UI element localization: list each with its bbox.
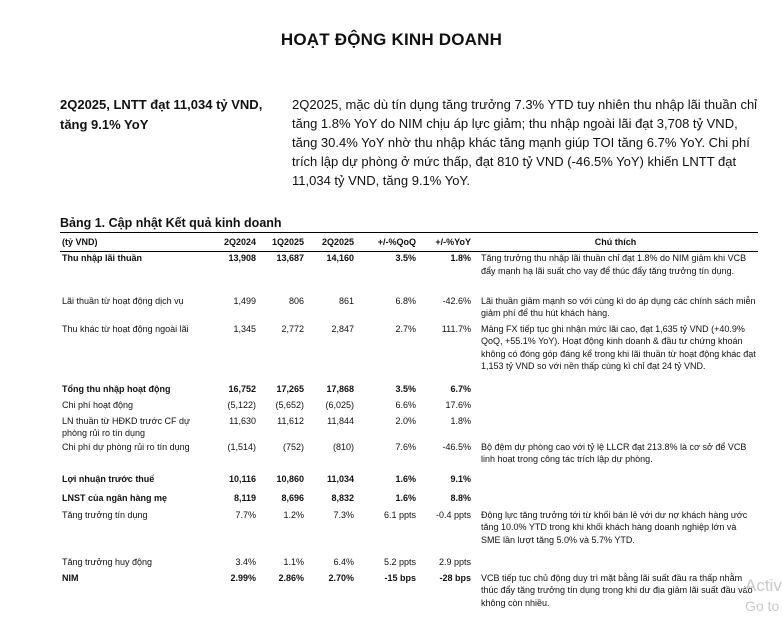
cell-1q2025: 806 [288, 295, 304, 306]
header-unit: (tỷ VND) [62, 236, 98, 247]
header-1q2025: 1Q2025 [271, 236, 304, 247]
cell-qoq: 2.0% [395, 415, 416, 426]
table-row [60, 509, 758, 556]
cell-yoy: 9.1% [450, 473, 471, 484]
cell-qoq: 6.1 ppts [383, 509, 416, 520]
cell-note: Bộ đệm dự phòng cao với tỷ lệ LLCR đạt 213.8% là cơ sở để VCB linh hoạt trong công tác trích lập dự phòng. [481, 441, 747, 464]
row-label: LN thuần từ HĐKD trước CF dự phòng rủi ro tín dụng [62, 415, 191, 438]
table-row [60, 323, 758, 383]
row-label: Lợi nhuận trước thuế [62, 473, 155, 484]
cell-2q2025: 8,832 [331, 492, 354, 503]
cell-1q2025: 1.2% [283, 509, 304, 520]
cell-note [473, 492, 758, 509]
cell-qoq: -15 bps [384, 572, 416, 583]
row-label: Tăng trưởng tín dụng [62, 509, 148, 520]
cell-yoy: 111.7% [441, 323, 471, 334]
cell-2q2025: 2.70% [328, 572, 354, 583]
cell-2q2025: 14,160 [326, 253, 354, 263]
cell-2q2025: 861 [338, 295, 354, 306]
table-row [60, 295, 758, 323]
table-row [60, 441, 758, 473]
table-row [60, 399, 758, 415]
cell-1q2025: 1.1% [283, 556, 304, 567]
cell-2q2025: 2,847 [331, 323, 354, 334]
cell-qoq: 6.8% [395, 295, 416, 306]
cell-note [473, 415, 758, 441]
table-row [60, 572, 758, 610]
table-row [60, 492, 758, 509]
header-yoy: +/-%YoY [435, 236, 471, 247]
summary-heading: 2Q2025, LNTT đạt 11,034 tỷ VND, tăng 9.1% YoY [60, 97, 263, 132]
table-header-row [60, 233, 758, 252]
cell-note: Động lực tăng trưởng tới từ khối bán lẻ với dư nợ khách hàng ước tăng 10.0% YTD trong khi khối khách hàng doanh nghiệp lớn và SME lần lượt tăng 5.0% và 5.7% YTD. [481, 509, 748, 545]
cell-qoq: 1.6% [395, 473, 416, 484]
cell-yoy: -28 bps [439, 572, 471, 583]
row-label: LNST của ngân hàng mẹ [62, 492, 168, 503]
cell-yoy: 17.6% [445, 399, 471, 410]
results-table [60, 232, 758, 610]
cell-2q2025: 11,844 [327, 415, 354, 426]
activation-watermark-line1: Activ [745, 576, 782, 595]
cell-qoq: 3.5% [395, 383, 416, 394]
cell-1q2025: 2.86% [278, 572, 304, 583]
row-label: Tổng thu nhập hoạt động [62, 383, 171, 394]
cell-2q2024: 13,908 [228, 253, 256, 263]
cell-2q2025: 6.4% [333, 556, 354, 567]
row-label: Chi phí hoạt động [62, 399, 134, 410]
cell-yoy: 8.8% [450, 492, 471, 503]
cell-2q2025: (810) [332, 441, 354, 452]
cell-2q2025: 7.3% [333, 509, 354, 520]
table-caption: Bảng 1. Cập nhật Kết quả kinh doanh [60, 216, 282, 230]
cell-qoq: 3.5% [395, 253, 416, 263]
cell-note [473, 556, 758, 572]
cell-2q2024: 10,116 [228, 473, 256, 484]
cell-1q2025: 17,265 [276, 383, 304, 394]
cell-1q2025: 10,860 [276, 473, 304, 484]
table-row [60, 556, 758, 572]
cell-2q2024: 1,499 [233, 295, 256, 306]
row-label: NIM [62, 572, 79, 583]
cell-qoq: 5.2 ppts [383, 556, 416, 567]
page-title: HOẠT ĐỘNG KINH DOANH [280, 30, 503, 49]
cell-yoy: 1.8% [450, 253, 471, 263]
summary-paragraph: 2Q2025, mặc dù tín dụng tăng trưởng 7.3% YTD tuy nhiên thu nhập lãi thuần chỉ tăng 1.8% YoY do NIM chịu áp lực giảm; thu nhập ngoài lãi đạt 3,708 tỷ VND, tăng 30.4% YoY nhờ thu nhập khác tăng mạnh giúp TOI tăng 6.7% YoY. Chi phí trích lập dự phòng ở mức thấp, đạt 810 tỷ VND (-46.5% YoY) khiến LNTT đạt 11,034 tỷ VND, tăng 9.1% YoY. [292, 97, 758, 188]
cell-note: Mảng FX tiếp tục ghi nhận mức lãi cao, đạt 1,635 tỷ VND (+40.9% QoQ, +55.1% YoY). Hoạt động kinh doanh & đầu tư chứng khoán không có đóng góp đáng kể trong khi lãi thuần từ hoạt động khác đạt 1,153 tỷ VND so với nền thấp cùng kì chỉ đạt 24 tỷ VND. [481, 323, 756, 371]
cell-note: Lãi thuần giảm mạnh so với cùng kì do áp dụng các chính sách miễn giảm phí để thu hút khách hàng. [481, 295, 756, 318]
header-2q2025: 2Q2025 [321, 236, 354, 247]
cell-1q2025: (752) [282, 441, 304, 452]
cell-note [473, 383, 758, 399]
header-note: Chú thích [594, 236, 637, 247]
table-row [60, 252, 758, 295]
cell-1q2025: 2,772 [281, 323, 304, 334]
cell-2q2024: 11,630 [229, 415, 256, 426]
cell-qoq: 2.7% [395, 323, 416, 334]
row-label: Thu khác từ hoạt động ngoài lãi [62, 323, 189, 334]
row-label: Thu nhập lãi thuần [62, 253, 142, 263]
row-label: Lãi thuần từ hoạt động dịch vụ [62, 295, 184, 306]
table-row [60, 473, 758, 492]
activation-watermark-line2: Go to [745, 598, 780, 614]
cell-yoy: -46.5% [442, 441, 471, 452]
cell-2q2025: 11,034 [326, 473, 354, 484]
cell-yoy: -42.6% [442, 295, 471, 306]
cell-2q2024: (1,514) [227, 441, 256, 452]
cell-qoq: 6.6% [395, 399, 416, 410]
table-row [60, 383, 758, 399]
cell-yoy: 6.7% [450, 383, 471, 394]
cell-note [473, 473, 758, 492]
cell-2q2024: 8,119 [233, 492, 256, 503]
cell-2q2024: 2.99% [230, 572, 256, 583]
cell-note: Tăng trưởng thu nhập lãi thuần chỉ đạt 1.8% do NIM giảm khi VCB đẩy mạnh hạ lãi suất cho vay để thúc đẩy tăng trưởng tín dụng. [481, 253, 747, 276]
cell-2q2024: 1,345 [233, 323, 256, 334]
cell-2q2024: 7.7% [235, 509, 256, 520]
cell-yoy: -0.4 ppts [435, 509, 471, 520]
cell-1q2025: (5,652) [275, 399, 304, 410]
cell-2q2024: (5,122) [227, 399, 256, 410]
cell-2q2024: 16,752 [228, 383, 256, 394]
cell-2q2025: 17,868 [326, 383, 354, 394]
cell-note [473, 399, 758, 415]
cell-1q2025: 11,612 [277, 415, 304, 426]
table-row [60, 415, 758, 441]
header-qoq: +/-%QoQ [377, 236, 416, 247]
cell-yoy: 1.8% [450, 415, 471, 426]
cell-2q2025: (6,025) [325, 399, 354, 410]
cell-note: VCB tiếp tục chủ động duy trì mặt bằng lãi suất đầu ra thấp nhằm thúc đẩy tăng trưởng tín dụng trong khi dư địa giảm lãi suất đầu vào không còn nhiều. [481, 572, 753, 608]
cell-2q2024: 3.4% [235, 556, 256, 567]
cell-1q2025: 8,696 [281, 492, 304, 503]
row-label: Chi phí dự phòng rủi ro tín dụng [62, 441, 190, 452]
cell-qoq: 7.6% [395, 441, 416, 452]
row-label: Tăng trưởng huy động [62, 556, 152, 567]
cell-yoy: 2.9 ppts [438, 556, 471, 567]
cell-qoq: 1.6% [395, 492, 416, 503]
cell-1q2025: 13,687 [276, 253, 304, 263]
header-2q2024: 2Q2024 [223, 236, 256, 247]
